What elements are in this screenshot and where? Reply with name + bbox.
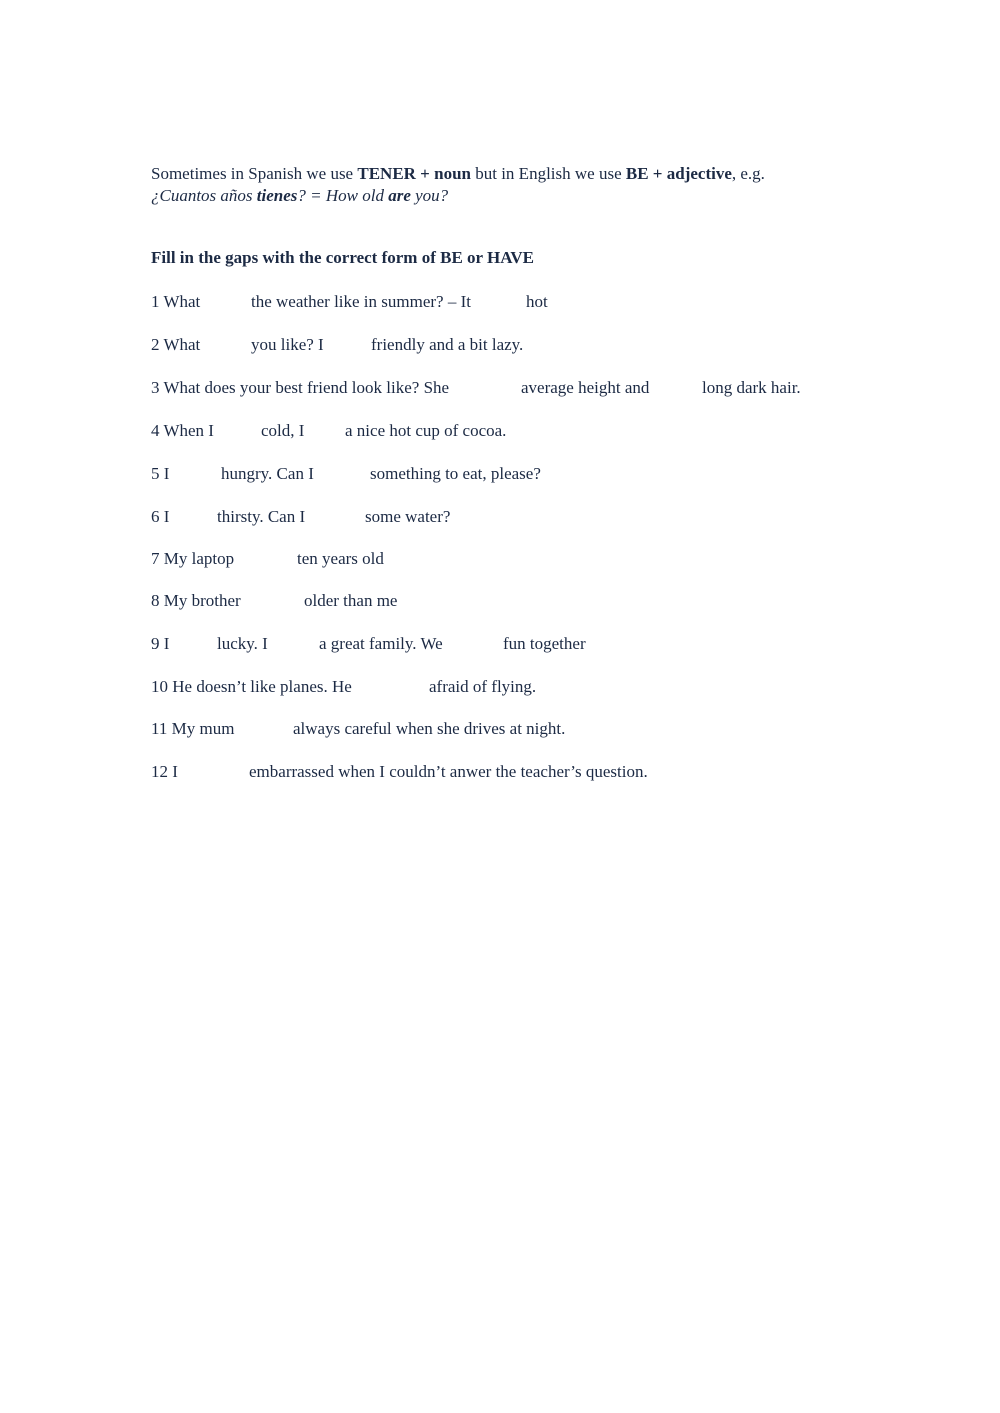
intro-text: Sometimes in Spanish we use — [151, 164, 358, 183]
item-text: 1 What — [151, 292, 201, 311]
item-text: cold, I — [261, 421, 305, 440]
item-text: ten years old — [297, 549, 384, 568]
example-bold-are: are — [388, 186, 411, 205]
item-text: 2 What — [151, 335, 201, 354]
intro-paragraph — [151, 163, 871, 207]
intro-example-line — [151, 185, 871, 207]
example-text: ? = How old — [297, 186, 389, 205]
item-text: thirsty. Can I — [217, 507, 306, 526]
item-text: 12 I — [151, 762, 178, 781]
item-text: a nice hot cup of cocoa. — [345, 421, 507, 440]
item-text: 6 I — [151, 507, 170, 526]
item-text: the weather like in summer? – It — [251, 292, 471, 311]
item-text: some water? — [365, 507, 451, 526]
item-text: lucky. I — [217, 634, 268, 653]
item-text: older than me — [304, 591, 398, 610]
exercise-instruction: Fill in the gaps with the correct form of BE or HAVE — [151, 248, 534, 267]
item-text: always careful when she drives at night. — [293, 719, 566, 738]
item-text: a great family. We — [319, 634, 443, 653]
item-text: 8 My brother — [151, 591, 241, 610]
item-text: 9 I — [151, 634, 170, 653]
intro-text: , e.g. — [731, 164, 765, 183]
intro-text: but in English we use — [470, 164, 626, 183]
example-text: you? — [410, 186, 449, 205]
item-text: 7 My laptop — [151, 549, 235, 568]
item-text: 10 He doesn’t like planes. He — [151, 677, 352, 696]
item-text: fun together — [503, 634, 586, 653]
item-text: 3 What does your best friend look like? She — [151, 378, 450, 397]
item-text: 11 My mum — [151, 719, 235, 738]
item-text: you like? I — [251, 335, 324, 354]
item-text: friendly and a bit lazy. — [371, 335, 524, 354]
item-text: hungry. Can I — [221, 464, 314, 483]
item-text: average height and — [521, 378, 650, 397]
intro-line-1 — [151, 163, 871, 185]
intro-bold-tener: TENER + noun — [357, 164, 471, 183]
example-text: ¿Cuantos años — [151, 186, 257, 205]
item-text: hot — [526, 292, 548, 311]
item-text: embarrassed when I couldn’t anwer the teacher’s question. — [249, 762, 648, 781]
item-text: long dark hair. — [702, 378, 801, 397]
item-text: something to eat, please? — [370, 464, 541, 483]
item-text: 5 I — [151, 464, 170, 483]
example-bold-tienes: tienes — [256, 186, 298, 205]
item-text: 4 When I — [151, 421, 214, 440]
item-text: afraid of flying. — [429, 677, 537, 696]
intro-bold-be: BE + adjective — [625, 164, 732, 183]
